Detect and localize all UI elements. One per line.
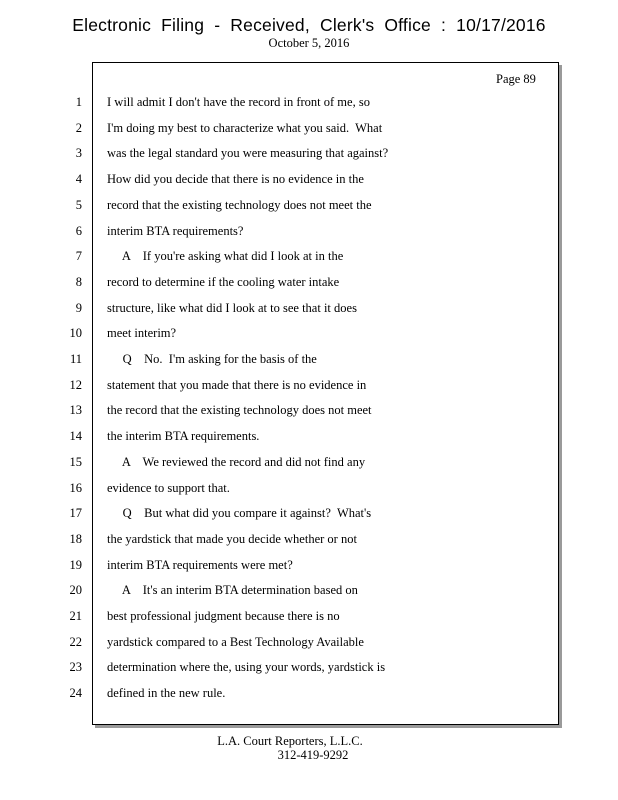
line-text: defined in the new rule. xyxy=(107,686,226,701)
line-number: 15 xyxy=(69,454,82,469)
line-text: A If you're asking what did I look at in the xyxy=(107,249,344,264)
line-text: was the legal standard you were measuring that against? xyxy=(107,146,389,161)
page-number: Page 89 xyxy=(496,72,536,86)
transcript-line xyxy=(0,558,618,572)
transcript-line xyxy=(0,224,618,238)
transcript-line xyxy=(0,609,618,623)
line-number: 14 xyxy=(69,429,82,444)
transcript-line xyxy=(0,95,618,109)
transcript-line xyxy=(0,378,618,392)
line-text: the yardstick that made you decide whether or not xyxy=(107,531,357,546)
line-text: the record that the existing technology does not meet xyxy=(107,403,372,418)
transcript-page-frame xyxy=(92,62,559,725)
line-number: 18 xyxy=(69,531,82,546)
line-number: 23 xyxy=(69,660,82,675)
transcript-line xyxy=(0,506,618,520)
reporter-company: L.A. Court Reporters, L.L.C. xyxy=(217,734,363,748)
transcript-line xyxy=(0,198,618,212)
transcript-line xyxy=(0,326,618,340)
line-number: 9 xyxy=(75,300,82,315)
line-text: I will admit I don't have the record in front of me, so xyxy=(107,95,370,109)
line-number: 3 xyxy=(75,146,82,161)
transcript-line xyxy=(0,301,618,315)
transcript-line xyxy=(0,352,618,366)
line-text: I'm doing my best to characterize what you said. What xyxy=(107,120,383,135)
line-text: interim BTA requirements were met? xyxy=(107,557,293,572)
line-text: structure, like what did I look at to see that it does xyxy=(107,300,357,315)
line-text: Q No. I'm asking for the basis of the xyxy=(107,352,317,366)
transcript-line xyxy=(0,275,618,289)
transcript-line xyxy=(0,403,618,417)
transcript-line xyxy=(0,146,618,160)
transcript-line xyxy=(0,172,618,186)
line-text: A It's an interim BTA determination based on xyxy=(107,583,358,598)
line-number: 4 xyxy=(75,172,82,187)
line-text: statement that you made that there is no evidence in xyxy=(107,377,367,392)
line-number: 12 xyxy=(69,377,82,392)
transcript-line xyxy=(0,635,618,649)
transcript-line xyxy=(0,532,618,546)
line-number: 20 xyxy=(69,583,82,598)
line-number: 13 xyxy=(69,403,82,418)
line-number: 11 xyxy=(69,352,82,366)
line-text: best professional judgment because there is no xyxy=(107,609,340,623)
transcript-line xyxy=(0,121,618,135)
line-number: 21 xyxy=(69,609,82,623)
transcript-line xyxy=(0,583,618,597)
transcript-line xyxy=(0,429,618,443)
transcript-line xyxy=(0,249,618,263)
line-number: 10 xyxy=(69,326,82,341)
line-text: A We reviewed the record and did not find any xyxy=(107,454,366,469)
line-text: meet interim? xyxy=(107,326,177,341)
line-text: yardstick compared to a Best Technology Available xyxy=(107,634,364,649)
line-text: the interim BTA requirements. xyxy=(107,429,260,444)
line-text: How did you decide that there is no evidence in the xyxy=(107,172,364,187)
line-number: 24 xyxy=(69,686,82,701)
line-text: record to determine if the cooling water intake xyxy=(107,274,340,289)
line-text: interim BTA requirements? xyxy=(107,223,244,238)
line-number: 22 xyxy=(69,634,82,649)
line-number: 17 xyxy=(69,506,82,521)
line-number: 8 xyxy=(75,274,82,289)
line-text: determination where the, using your words, yardstick is xyxy=(107,660,386,675)
line-number: 16 xyxy=(69,480,82,495)
line-text: Q But what did you compare it against? What's xyxy=(107,506,372,521)
reporter-phone: 312-419-9292 xyxy=(277,748,349,762)
line-number: 19 xyxy=(69,557,82,572)
line-text: record that the existing technology does not meet the xyxy=(107,197,372,212)
line-number: 2 xyxy=(75,120,82,135)
transcript-line xyxy=(0,686,618,700)
line-number: 1 xyxy=(75,95,82,109)
transcript-line xyxy=(0,660,618,674)
line-number: 5 xyxy=(75,197,82,212)
line-number: 6 xyxy=(75,223,82,238)
filing-stamp: Electronic Filing - Received, Clerk's Office : 10/17/2016 xyxy=(72,15,546,35)
line-number: 7 xyxy=(75,249,82,264)
transcript-line xyxy=(0,455,618,469)
deposition-date: October 5, 2016 xyxy=(268,36,350,50)
line-text: evidence to support that. xyxy=(107,480,230,495)
transcript-line xyxy=(0,481,618,495)
